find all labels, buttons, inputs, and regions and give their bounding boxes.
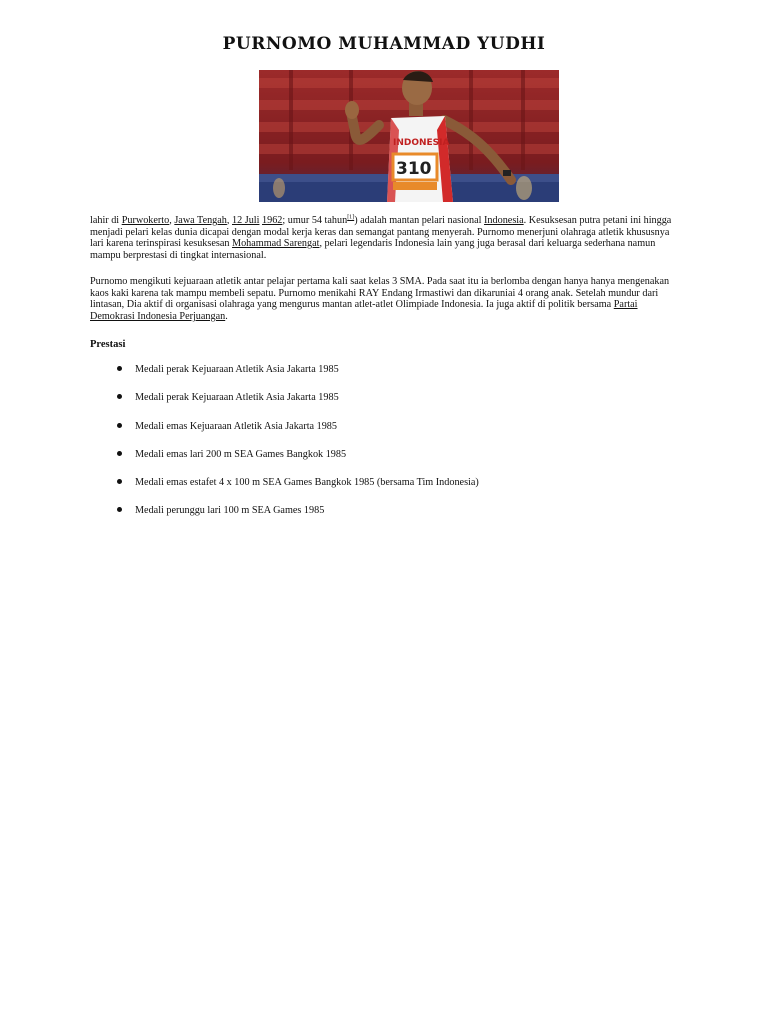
bullet-icon [117,366,122,371]
text-run: , [226,215,232,226]
list-item-text: Medali emas Kejuaraan Atletik Asia Jakarta 1985 [135,421,337,432]
list-item-text: Medali perunggu lari 100 m SEA Games 1985 [135,505,325,516]
bullet-icon [117,423,122,428]
link-jawa-tengah[interactable]: Jawa Tengah [174,215,227,226]
list-item-text: Medali perak Kejuaraan Atletik Asia Jakarta 1985 [135,392,339,403]
list-item [117,505,324,516]
svg-text:310: 310 [396,159,432,179]
biography-paragraph [90,215,680,261]
bullet-icon [117,451,122,456]
career-paragraph [90,276,680,322]
text-run: , [169,215,175,226]
list-item-text: Medali perak Kejuaraan Atletik Asia Jakarta 1985 [135,364,339,375]
text-run: . Kesuksesan putra petani ini hingga menjadi pelari kelas dunia dicapai dengan modal kerja keras dan semangat pantang menyerah. Purnomo menerjuni olahraga atletik khususnya lari karena terinspirasi kesuksesan [90,215,672,250]
list-item [117,449,346,460]
link-birth-year[interactable]: 1962 [262,215,283,226]
achievements-heading: Prestasi [90,339,126,350]
text-run: ; umur 54 tahun [282,215,348,226]
reference-link[interactable]: [1] [347,214,355,221]
link-pdip[interactable]: Partai Demokrasi Indonesia Perjuangan [90,299,638,322]
svg-text:INDONESIA: INDONESIA [393,138,450,148]
list-item-text: Medali emas lari 200 m SEA Games Bangkok 1985 [135,449,347,460]
list-item [117,477,479,488]
athlete-photo [259,70,559,202]
text-run: Purnomo mengikuti kejuaraan atletik antar pelajar pertama kali saat kelas 3 SMA. Pada saat itu ia berlomba dengan hanya hanya mengenakan kaos kaki karena tak mampu membeli sepatu. Purnomo menikahi RAY Endang Irmastiwi dan dikaruniai 4 orang anak. Setelah mundur dari lintasan, Dia aktif di organisasi olahraga yang mengurus mantan atlet-atlet Olimpiade Indonesia. Ia juga aktif di politik bersama [90,276,670,311]
link-purwokerto[interactable]: Purwokerto [121,215,170,226]
text-run: lahir di [90,215,122,226]
text-run: ) adalah mantan pelari nasional [354,215,485,226]
text-run: . [225,310,228,322]
list-item-text: Medali emas estafet 4 x 100 m SEA Games Bangkok 1985 (bersama Tim Indonesia) [135,477,479,488]
bullet-icon [117,394,122,399]
link-birth-date[interactable]: 12 Juli [232,215,260,226]
text-run: , pelari legendaris Indonesia lain yang juga berasal dari keluarga sederhana namun mampu berprestasi di tingkat internasional. [90,238,656,261]
page-title: PURNOMO MUHAMMAD YUDHI [222,34,546,54]
list-item [117,364,339,375]
list-item [117,392,339,403]
bullet-icon [117,507,122,512]
link-indonesia[interactable]: Indonesia [484,215,524,226]
list-item [117,421,337,432]
link-mohammad-sarengat[interactable]: Mohammad Sarengat [232,238,320,250]
bullet-icon [117,479,122,484]
